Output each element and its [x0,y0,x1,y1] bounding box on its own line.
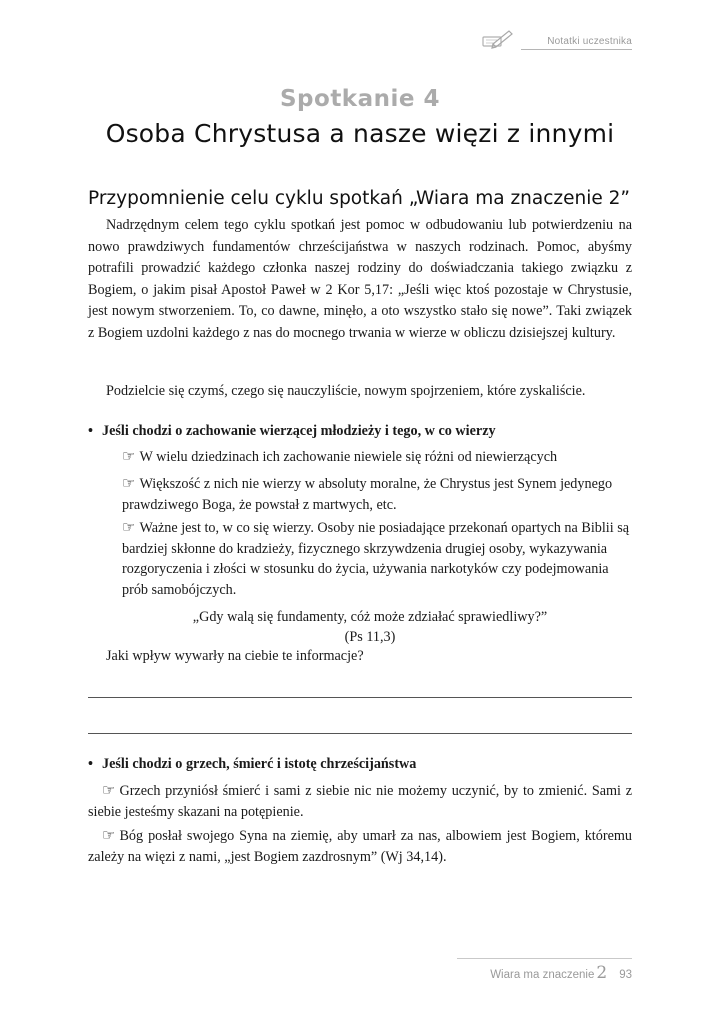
pointing-hand-icon: ☞ [122,447,136,465]
pointing-hand-icon: ☞ [122,474,136,492]
list-item [122,517,632,600]
list-item [122,473,632,515]
bullet-dot-icon: • [88,423,93,439]
footer-book-number: 2 [596,963,608,983]
page-footer [457,958,632,983]
pointing-hand-icon: ☞ [102,826,116,844]
answer-line [88,697,632,698]
bullet-heading-2 [88,756,416,773]
pencil-icon [481,28,515,50]
intro-paragraph: Nadrzędnym celem tego cyklu spotkań jest pomoc w odbudowaniu lub potwierdzeniu na nowo prawdziwych fundamentów chrześcijaństwa w naszych rodzinach. Pomoc, abyśmy potrafili prowadzić każdego członka naszej rodziny do doświadczania takiego związku z Bogiem, o jakim pisał Apostoł Paweł w 2 Kor 5,17: „Jeśli więc ktoś pozostaje w Chrystusie, jest nowym stworzeniem. To, co dawne, minęło, a oto wszystko stało się nowe”. Taki związek z Bogiem uzdolni każdego z nas do mocnego trwania w wierze w obliczu dzisiejszej kultury. [88,217,632,341]
bullet-heading-2-text: Jeśli chodzi o grzech, śmierć i istotę chrześcijaństwa [102,756,417,772]
notes-label: Notatki uczestnika [521,36,632,50]
section-title: Przypomnienie celu cyklu spotkań „Wiara ma znaczenie 2” [88,188,630,209]
bullet-heading-1 [88,423,496,440]
bullet-dot-icon: • [88,756,93,772]
bullet-heading-1-text: Jeśli chodzi o zachowanie wierzącej młodzieży i tego, w co wierzy [102,423,496,439]
bible-quote: „Gdy walą się fundamenty, cóż może zdziałać sprawiedliwy?” [192,609,548,625]
discussion-prompt: Podzielcie się czymś, czego się nauczyliście, nowym spojrzeniem, które zyskaliście. [106,383,586,399]
list-item-text: Ważne jest to, w co się wierzy. Osoby nie posiadające przekonań opartych na Biblii są bardziej skłonne do kradzieży, fizycznego skrzywdzenia drugiej osoby, wykazywania rozgoryczenia i złości w stosunku do życia, używania narkotyków czy podejmowania prób samobójczych. [122,520,630,598]
page-number: 93 [619,969,632,981]
list-item-text: Bóg posłał swojego Syna na ziemię, aby umarł za nas, albowiem jest Bogiem, któremu zależy na więzi z nami, „jest Bogiem zazdrosnym” (Wj 34,14). [88,828,632,865]
list-item [88,780,632,822]
list-item [122,446,632,468]
session-kicker: Spotkanie 4 [279,86,440,112]
reflection-question: Jaki wpływ wywarły na ciebie te informacje? [106,648,364,664]
page-title: Osoba Chrystusa a nasze więzi z innymi [105,119,615,148]
answer-line [88,733,632,734]
list-item-text: Grzech przyniósł śmierć i sami z siebie nic nie możemy uczynić, by to zmienić. Sami z siebie jesteśmy skazani na potępienie. [88,783,632,820]
bible-quote-reference: (Ps 11,3) [344,629,396,645]
list-item-text: W wielu dziedzinach ich zachowanie niewiele się różni od niewierzących [139,449,558,465]
pointing-hand-icon: ☞ [102,781,116,799]
list-item-text: Większość z nich nie wierzy w absoluty moralne, że Chrystus jest Synem jedynego prawdziwego Boga, że powstał z martwych, etc. [122,476,613,513]
page-header [481,28,632,50]
pointing-hand-icon: ☞ [122,518,136,536]
footer-book-name: Wiara ma znaczenie [490,969,595,981]
list-item [88,825,632,867]
